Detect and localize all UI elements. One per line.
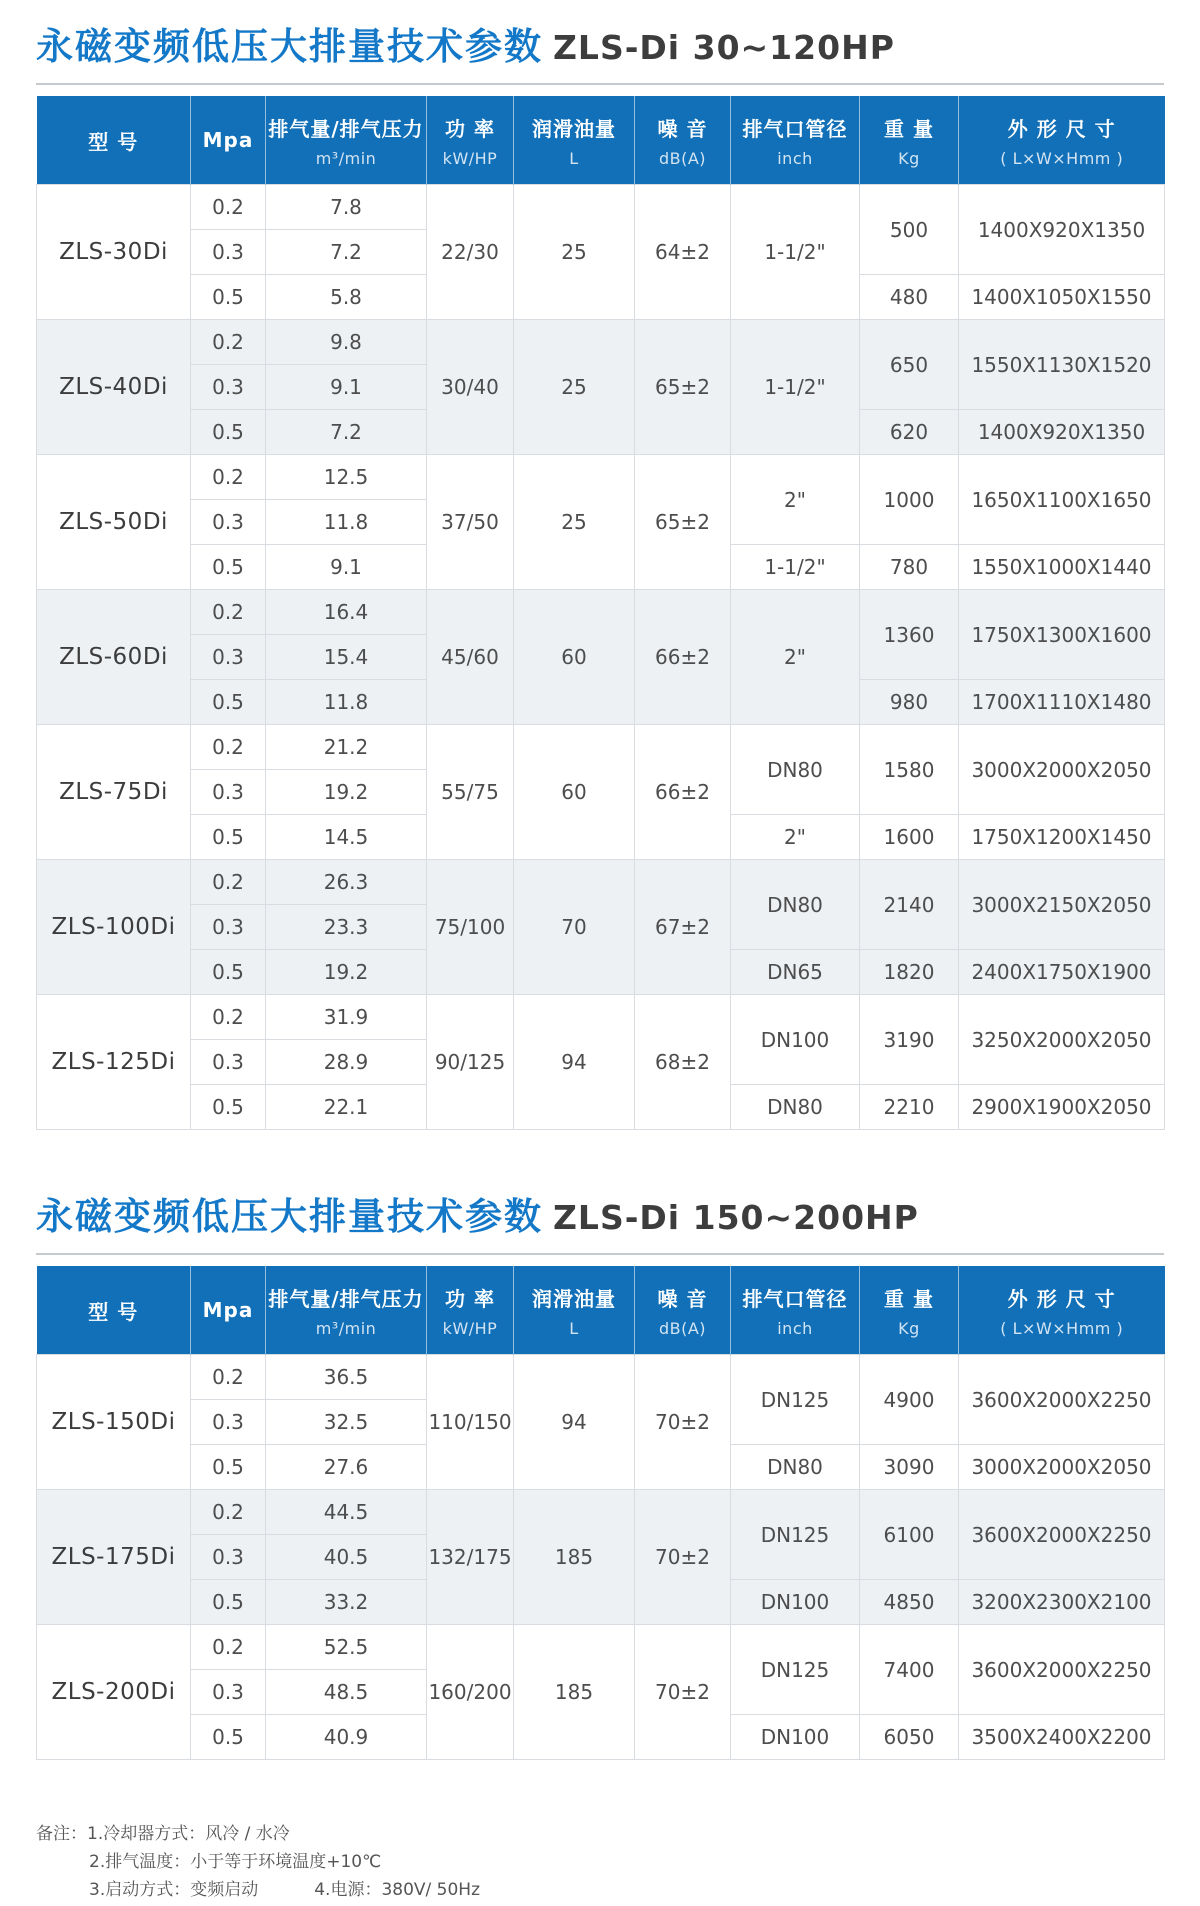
cell-flow: 11.8 — [266, 680, 427, 725]
cell-pipe: DN80 — [731, 1085, 860, 1130]
cell-dims: 3600X2000X2250 — [959, 1355, 1165, 1445]
cell-dims: 3500X2400X2200 — [959, 1715, 1165, 1760]
cell-dims: 1750X1200X1450 — [959, 815, 1165, 860]
col-header-weight: 重 量 Kg — [860, 96, 959, 185]
cell-pipe: DN80 — [731, 860, 860, 950]
cell-model: ZLS-175Di — [37, 1490, 191, 1625]
cell-flow: 7.2 — [266, 410, 427, 455]
cell-weight: 1580 — [860, 725, 959, 815]
spec-table-150-200hp — [36, 1266, 1165, 1760]
cell-oil: 25 — [514, 455, 635, 590]
cell-oil: 185 — [514, 1490, 635, 1625]
cell-power: 90/125 — [427, 995, 514, 1130]
cell-model: ZLS-30Di — [37, 185, 191, 320]
cell-dims: 1550X1130X1520 — [959, 320, 1165, 410]
cell-power: 45/60 — [427, 590, 514, 725]
cell-flow: 21.2 — [266, 725, 427, 770]
table-row — [37, 590, 1165, 635]
col-header-flow: 排气量/排气压力 m³/min — [266, 96, 427, 185]
col-header-mpa: Mpa — [191, 1266, 266, 1355]
cell-mpa: 0.5 — [191, 545, 266, 590]
cell-mpa: 0.3 — [191, 230, 266, 275]
cell-weight: 1000 — [860, 455, 959, 545]
col-header-model: 型 号 — [37, 96, 191, 185]
cell-dims: 3250X2000X2050 — [959, 995, 1165, 1085]
cell-flow: 36.5 — [266, 1355, 427, 1400]
title-divider — [36, 83, 1164, 85]
cell-mpa: 0.3 — [191, 770, 266, 815]
table-row — [37, 1625, 1165, 1670]
cell-dims: 3000X2000X2050 — [959, 1445, 1165, 1490]
cell-pipe: 1-1/2" — [731, 320, 860, 455]
cell-dims: 3200X2300X2100 — [959, 1580, 1165, 1625]
col-header-pipe: 排气口管径 inch — [731, 96, 860, 185]
col-header-noise: 噪 音 dB(A) — [635, 96, 731, 185]
cell-mpa: 0.5 — [191, 410, 266, 455]
table-row — [37, 455, 1165, 500]
cell-dims: 3000X2000X2050 — [959, 725, 1165, 815]
cell-dims: 3600X2000X2250 — [959, 1625, 1165, 1715]
cell-weight: 1600 — [860, 815, 959, 860]
section-title — [36, 16, 1164, 70]
col-header-flow: 排气量/排气压力 m³/min — [266, 1266, 427, 1355]
cell-dims: 2400X1750X1900 — [959, 950, 1165, 995]
cell-pipe: DN80 — [731, 1445, 860, 1490]
cell-weight: 3090 — [860, 1445, 959, 1490]
col-header-dims: 外 形 尺 寸 ( L×W×Hmm ) — [959, 1266, 1165, 1355]
cell-mpa: 0.3 — [191, 905, 266, 950]
cell-pipe: DN100 — [731, 1715, 860, 1760]
cell-mpa: 0.2 — [191, 185, 266, 230]
cell-mpa: 0.5 — [191, 1580, 266, 1625]
section-title-zh: 永磁变频低压大排量技术参数 — [36, 25, 543, 68]
cell-dims: 1400X920X1350 — [959, 185, 1165, 275]
table-row — [37, 725, 1165, 770]
cell-weight: 480 — [860, 275, 959, 320]
cell-mpa: 0.3 — [191, 500, 266, 545]
cell-pipe: 2" — [731, 590, 860, 725]
cell-weight: 7400 — [860, 1625, 959, 1715]
cell-noise: 66±2 — [635, 590, 731, 725]
note-line — [36, 1876, 1164, 1904]
cell-noise: 65±2 — [635, 455, 731, 590]
spec-section-30-120hp — [36, 16, 1164, 1130]
cell-pipe: DN100 — [731, 995, 860, 1085]
cell-dims: 1400X1050X1550 — [959, 275, 1165, 320]
cell-noise: 68±2 — [635, 995, 731, 1130]
cell-power: 110/150 — [427, 1355, 514, 1490]
note-line — [36, 1820, 1164, 1848]
cell-pipe: DN65 — [731, 950, 860, 995]
cell-dims: 1750X1300X1600 — [959, 590, 1165, 680]
cell-power: 75/100 — [427, 860, 514, 995]
cell-mpa: 0.3 — [191, 365, 266, 410]
cell-flow: 7.8 — [266, 185, 427, 230]
cell-noise: 67±2 — [635, 860, 731, 995]
cell-flow: 26.3 — [266, 860, 427, 905]
cell-mpa: 0.2 — [191, 590, 266, 635]
table-row — [37, 320, 1165, 365]
cell-flow: 14.5 — [266, 815, 427, 860]
cell-flow: 22.1 — [266, 1085, 427, 1130]
cell-dims: 1700X1110X1480 — [959, 680, 1165, 725]
cell-flow: 48.5 — [266, 1670, 427, 1715]
cell-power: 55/75 — [427, 725, 514, 860]
col-header-oil: 润滑油量 L — [514, 1266, 635, 1355]
cell-flow: 15.4 — [266, 635, 427, 680]
cell-oil: 94 — [514, 995, 635, 1130]
cell-mpa: 0.2 — [191, 1355, 266, 1400]
cell-mpa: 0.5 — [191, 950, 266, 995]
cell-model: ZLS-60Di — [37, 590, 191, 725]
cell-weight: 4900 — [860, 1355, 959, 1445]
cell-flow: 40.5 — [266, 1535, 427, 1580]
cell-weight: 980 — [860, 680, 959, 725]
header-row — [37, 96, 1165, 185]
cell-pipe: 2" — [731, 455, 860, 545]
cell-dims: 3600X2000X2250 — [959, 1490, 1165, 1580]
cell-flow: 52.5 — [266, 1625, 427, 1670]
table-row — [37, 1490, 1165, 1535]
cell-model: ZLS-50Di — [37, 455, 191, 590]
cell-flow: 19.2 — [266, 770, 427, 815]
cell-oil: 25 — [514, 185, 635, 320]
cell-dims: 1400X920X1350 — [959, 410, 1165, 455]
cell-oil: 25 — [514, 320, 635, 455]
section-title-zh: 永磁变频低压大排量技术参数 — [36, 1195, 543, 1238]
cell-power: 37/50 — [427, 455, 514, 590]
col-header-power: 功 率 kW/HP — [427, 96, 514, 185]
cell-flow: 9.1 — [266, 365, 427, 410]
cell-weight: 1820 — [860, 950, 959, 995]
cell-mpa: 0.3 — [191, 1040, 266, 1085]
cell-oil: 94 — [514, 1355, 635, 1490]
col-header-dims: 外 形 尺 寸 ( L×W×Hmm ) — [959, 96, 1165, 185]
notes-label: 备注： — [36, 1824, 87, 1844]
cell-pipe: 1-1/2" — [731, 545, 860, 590]
cell-noise: 66±2 — [635, 725, 731, 860]
cell-dims: 1550X1000X1440 — [959, 545, 1165, 590]
cell-flow: 5.8 — [266, 275, 427, 320]
cell-mpa: 0.3 — [191, 635, 266, 680]
cell-mpa: 0.3 — [191, 1400, 266, 1445]
col-header-mpa: Mpa — [191, 96, 266, 185]
table-row — [37, 185, 1165, 230]
cell-noise: 70±2 — [635, 1625, 731, 1760]
cell-flow: 32.5 — [266, 1400, 427, 1445]
cell-flow: 33.2 — [266, 1580, 427, 1625]
cell-model: ZLS-100Di — [37, 860, 191, 995]
table-row — [37, 995, 1165, 1040]
cell-pipe: DN125 — [731, 1625, 860, 1715]
cell-flow: 19.2 — [266, 950, 427, 995]
cell-mpa: 0.5 — [191, 815, 266, 860]
cell-flow: 9.8 — [266, 320, 427, 365]
cell-flow: 28.9 — [266, 1040, 427, 1085]
col-header-pipe: 排气口管径 inch — [731, 1266, 860, 1355]
cell-flow: 27.6 — [266, 1445, 427, 1490]
cell-mpa: 0.2 — [191, 320, 266, 365]
cell-mpa: 0.5 — [191, 680, 266, 725]
cell-mpa: 0.2 — [191, 455, 266, 500]
cell-pipe: DN125 — [731, 1490, 860, 1580]
section-title-range: ZLS-Di 30~120HP — [553, 28, 895, 67]
cell-dims: 1650X1100X1650 — [959, 455, 1165, 545]
cell-oil: 60 — [514, 725, 635, 860]
cell-model: ZLS-200Di — [37, 1625, 191, 1760]
cell-weight: 500 — [860, 185, 959, 275]
cell-weight: 3190 — [860, 995, 959, 1085]
cell-dims: 2900X1900X2050 — [959, 1085, 1165, 1130]
title-divider — [36, 1253, 1164, 1255]
cell-mpa: 0.5 — [191, 1715, 266, 1760]
cell-dims: 3000X2150X2050 — [959, 860, 1165, 950]
cell-weight: 2210 — [860, 1085, 959, 1130]
table-row — [37, 860, 1165, 905]
cell-noise: 70±2 — [635, 1490, 731, 1625]
cell-flow: 11.8 — [266, 500, 427, 545]
cell-oil: 60 — [514, 590, 635, 725]
cell-weight: 4850 — [860, 1580, 959, 1625]
note-line — [36, 1848, 1164, 1876]
note-text: 4.电源：380V/ 50Hz — [314, 1880, 481, 1900]
cell-flow: 44.5 — [266, 1490, 427, 1535]
spec-section-150-200hp — [36, 1186, 1164, 1760]
cell-power: 160/200 — [427, 1625, 514, 1760]
cell-power: 132/175 — [427, 1490, 514, 1625]
notes — [36, 1820, 1164, 1904]
cell-flow: 12.5 — [266, 455, 427, 500]
table-row — [37, 1355, 1165, 1400]
note-text: 1.冷却器方式：风冷 / 水冷 — [87, 1824, 290, 1844]
cell-mpa: 0.2 — [191, 1490, 266, 1535]
cell-mpa: 0.2 — [191, 860, 266, 905]
cell-weight: 6100 — [860, 1490, 959, 1580]
cell-flow: 40.9 — [266, 1715, 427, 1760]
col-header-weight: 重 量 Kg — [860, 1266, 959, 1355]
section-title — [36, 1186, 1164, 1240]
cell-mpa: 0.3 — [191, 1535, 266, 1580]
cell-pipe: 2" — [731, 815, 860, 860]
cell-flow: 16.4 — [266, 590, 427, 635]
cell-noise: 64±2 — [635, 185, 731, 320]
cell-mpa: 0.2 — [191, 995, 266, 1040]
cell-flow: 7.2 — [266, 230, 427, 275]
cell-model: ZLS-75Di — [37, 725, 191, 860]
cell-noise: 70±2 — [635, 1355, 731, 1490]
cell-mpa: 0.2 — [191, 725, 266, 770]
section-title-range: ZLS-Di 150~200HP — [553, 1198, 919, 1237]
cell-weight: 6050 — [860, 1715, 959, 1760]
col-header-noise: 噪 音 dB(A) — [635, 1266, 731, 1355]
cell-oil: 185 — [514, 1625, 635, 1760]
cell-weight: 780 — [860, 545, 959, 590]
cell-flow: 9.1 — [266, 545, 427, 590]
cell-weight: 620 — [860, 410, 959, 455]
cell-mpa: 0.5 — [191, 275, 266, 320]
note-text: 3.启动方式：变频启动 — [89, 1880, 259, 1900]
cell-power: 22/30 — [427, 185, 514, 320]
cell-noise: 65±2 — [635, 320, 731, 455]
header-row — [37, 1266, 1165, 1355]
cell-flow: 23.3 — [266, 905, 427, 950]
cell-mpa: 0.3 — [191, 1670, 266, 1715]
cell-model: ZLS-150Di — [37, 1355, 191, 1490]
cell-flow: 31.9 — [266, 995, 427, 1040]
cell-model: ZLS-125Di — [37, 995, 191, 1130]
col-header-power: 功 率 kW/HP — [427, 1266, 514, 1355]
col-header-oil: 润滑油量 L — [514, 96, 635, 185]
cell-weight: 2140 — [860, 860, 959, 950]
cell-pipe: DN100 — [731, 1580, 860, 1625]
cell-power: 30/40 — [427, 320, 514, 455]
cell-oil: 70 — [514, 860, 635, 995]
note-text: 2.排气温度：小于等于环境温度+10℃ — [89, 1852, 382, 1872]
cell-weight: 650 — [860, 320, 959, 410]
col-header-model: 型 号 — [37, 1266, 191, 1355]
cell-pipe: DN80 — [731, 725, 860, 815]
cell-mpa: 0.5 — [191, 1085, 266, 1130]
cell-pipe: 1-1/2" — [731, 185, 860, 320]
spec-table-30-120hp — [36, 96, 1165, 1130]
cell-mpa: 0.2 — [191, 1625, 266, 1670]
cell-mpa: 0.5 — [191, 1445, 266, 1490]
cell-weight: 1360 — [860, 590, 959, 680]
cell-pipe: DN125 — [731, 1355, 860, 1445]
cell-model: ZLS-40Di — [37, 320, 191, 455]
